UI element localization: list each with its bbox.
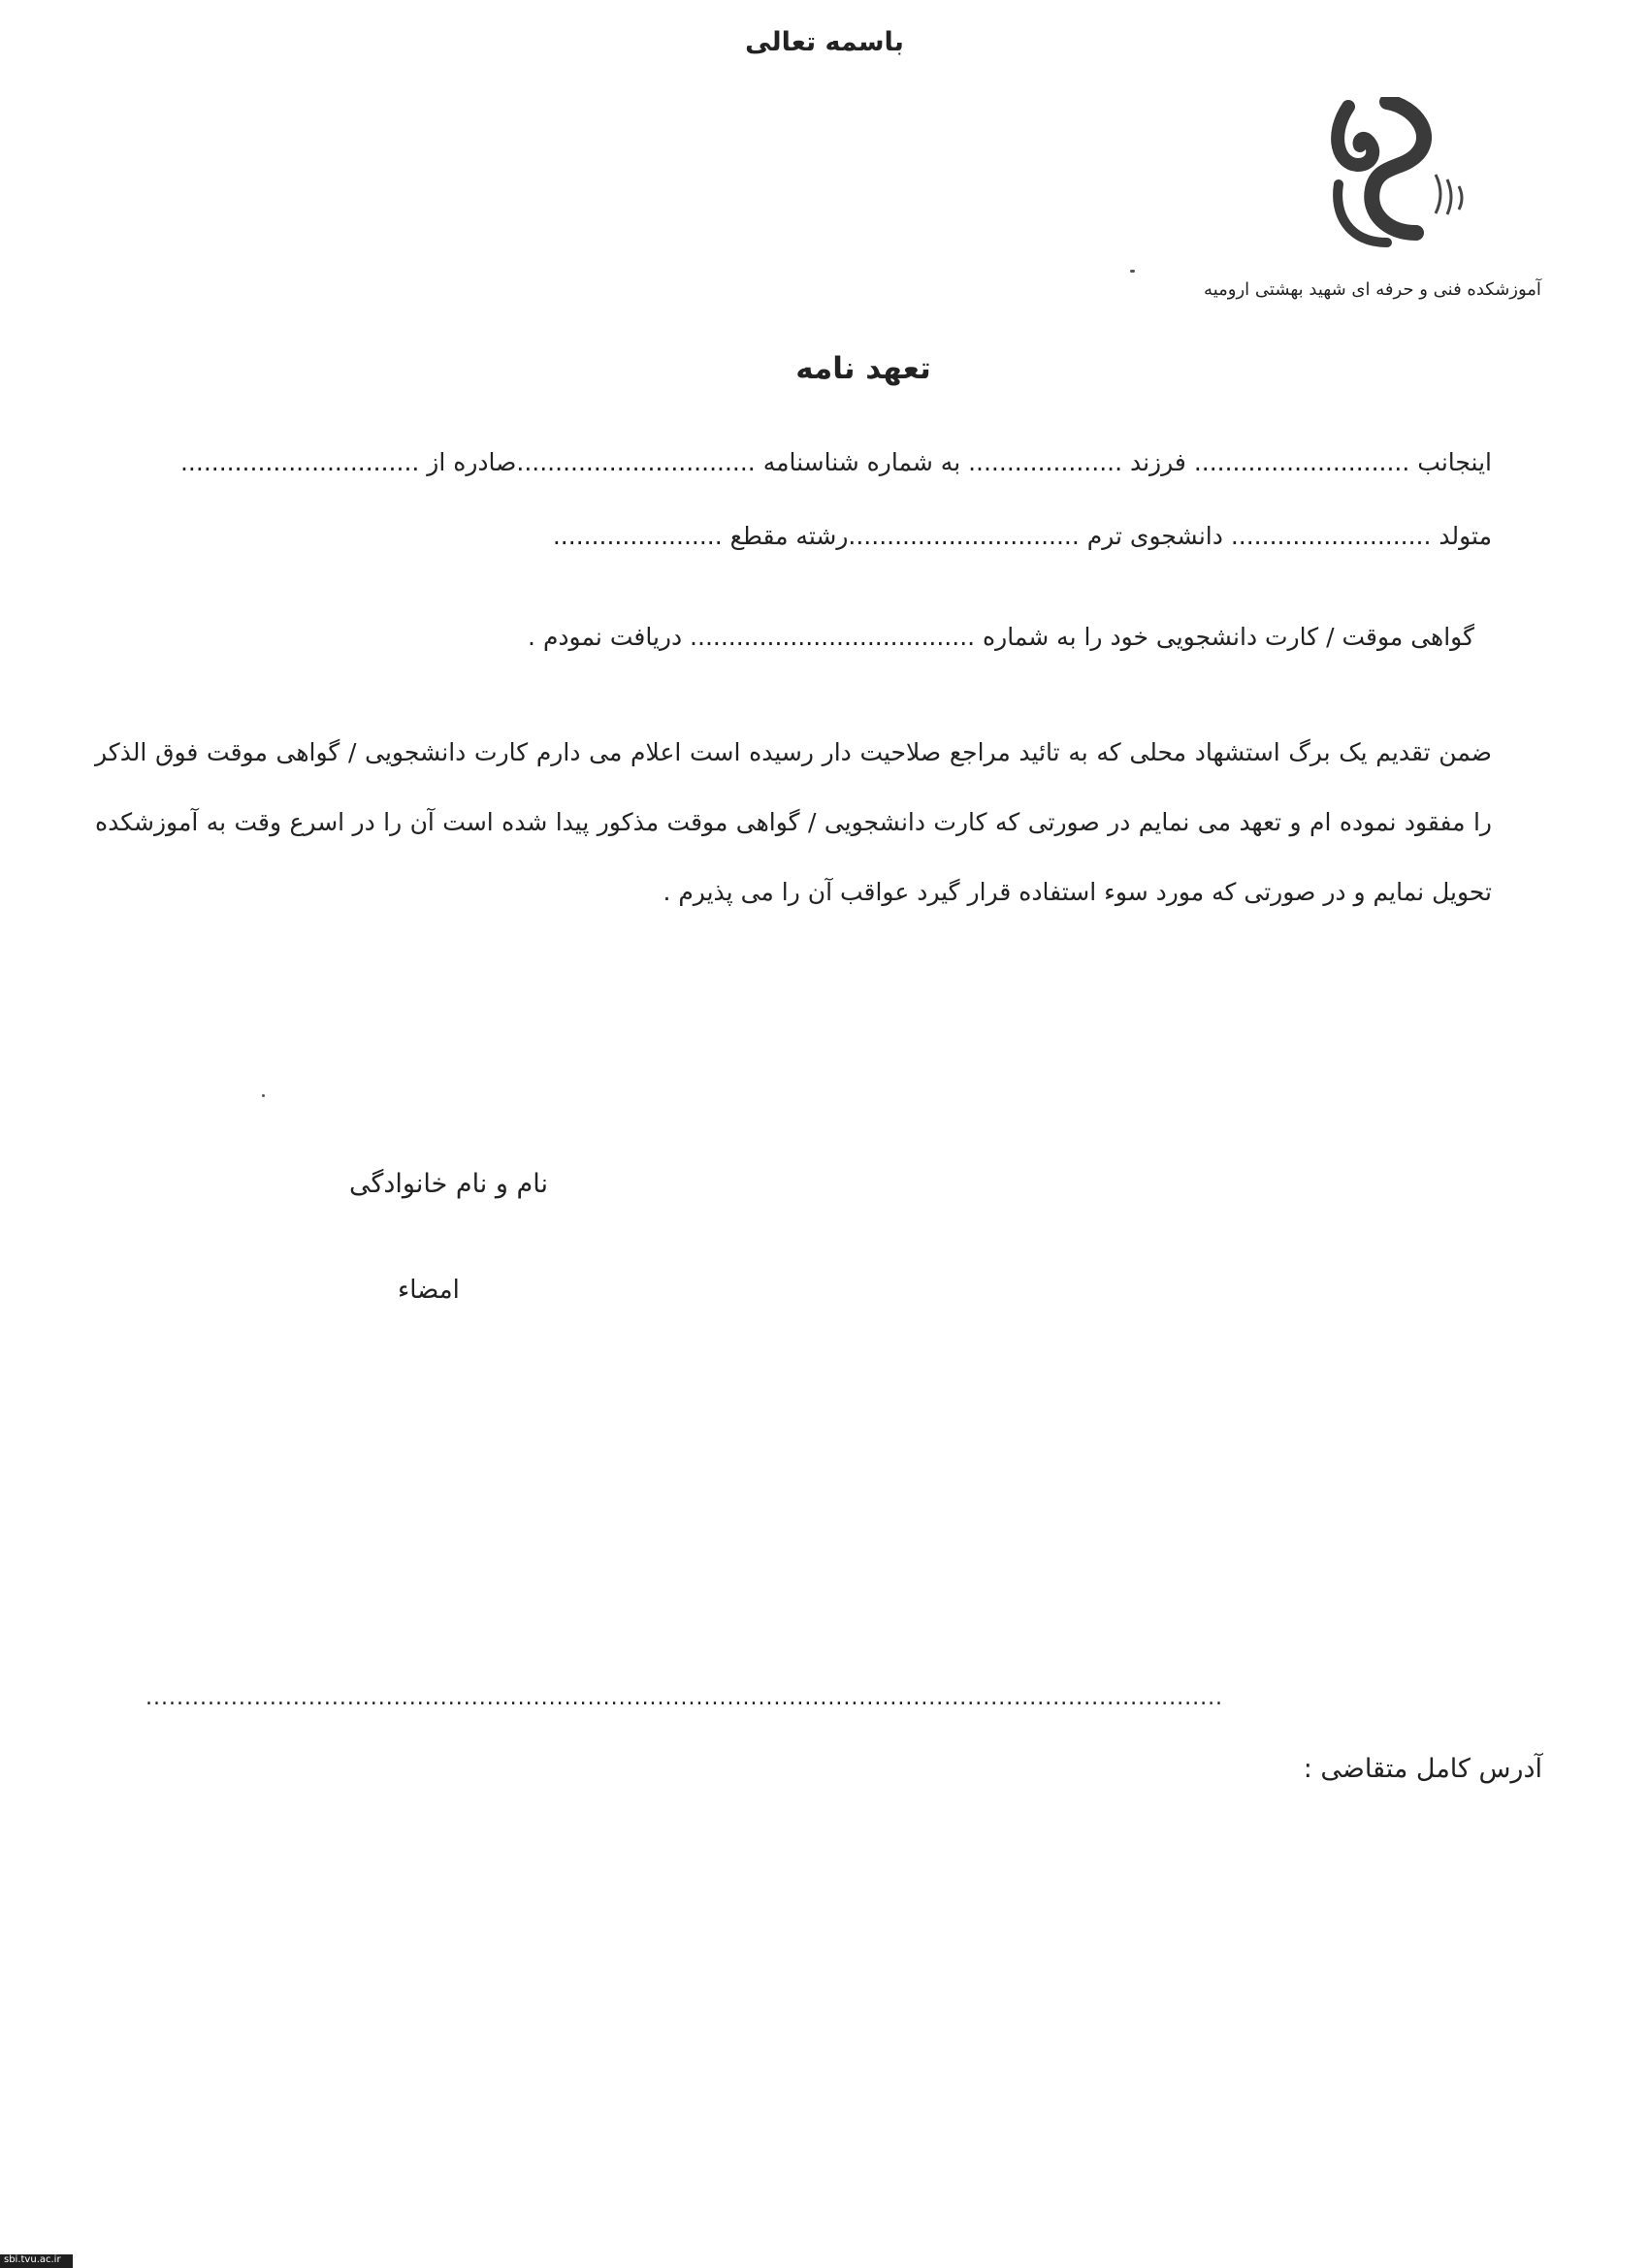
signature-label: امضاء: [398, 1276, 460, 1305]
form-line-card-received: گواهی موقت / کارت دانشجویی خود را به شماره ..................................... دریافت نمودم .: [528, 623, 1474, 651]
scan-speck: [1130, 270, 1135, 273]
pledge-paragraph: ضمن تقدیم یک برگ استشهاد محلی که به تائید مراجع صلاحیت دار رسیده است اعلام می دارم کارت دانشجویی / گواهی موقت فوق الذکر را مفقود نموده ام و تعهد می نمایم در صورتی که کارت دانشجویی / گواهی موقت مذکور پیدا شده است آن را در اسرع وقت به آموزشکده تحویل نمایم و در صورتی که مورد سوء استفاده قرار گیرد عواقب آن را می پذیرم .: [95, 738, 1492, 906]
institution-name: آموزشکده فنی و حرفه ای شهید بهشتی ارومیه: [1204, 279, 1541, 300]
footer-watermark: [0, 2254, 73, 2268]
form-line-identity: اینجانب ............................ فرزند .................... به شماره شناسنامه ...............................صادره از ...............................: [179, 448, 1492, 476]
applicant-address-label: آدرس کامل متقاضی :: [1303, 1754, 1542, 1784]
form-line-birth-study: متولد .......................... دانشجوی ترم ..............................رشته مقطع ......................: [552, 522, 1492, 550]
basmala-heading: باسمه تعالی: [745, 27, 904, 57]
university-logo-icon: [1319, 97, 1474, 252]
scan-speck: [262, 1094, 265, 1097]
address-dotted-line: ...........................................................................................................................................: [146, 1686, 1224, 1710]
full-name-label: نام و نام خانوادگی: [349, 1169, 548, 1199]
footer-watermark-text: sbi.tvu.ac.ir: [4, 2254, 61, 2265]
document-title: تعهد نامه: [795, 351, 931, 386]
